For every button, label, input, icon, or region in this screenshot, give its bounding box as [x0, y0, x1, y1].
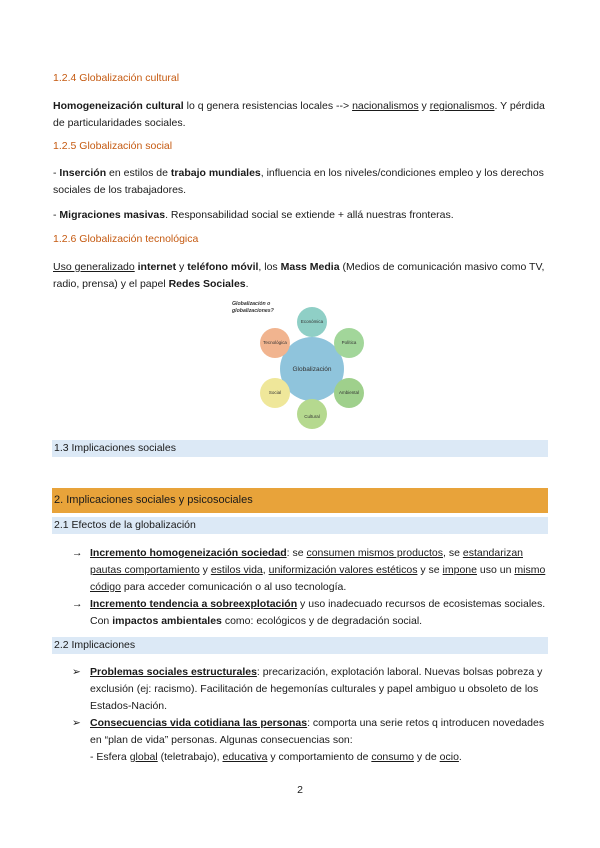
section-bar-2-2: 2.2 Implicaciones [52, 637, 548, 654]
underlined-term: consumo [371, 751, 414, 763]
text: : se [286, 547, 307, 559]
list-item-text [90, 596, 550, 630]
section-heading-1-2-6: 1.2.6 Globalización tecnológica [53, 233, 199, 245]
text: - [53, 209, 60, 221]
text: y [176, 261, 188, 273]
bold-term: Inserción [59, 167, 107, 179]
bold-term: Homogeneización cultural [53, 100, 184, 112]
underlined-term: global [129, 751, 158, 763]
text: lo q genera resistencias locales --> [183, 100, 353, 112]
text: , se [443, 547, 463, 559]
paragraph-social-2 [53, 207, 550, 224]
paragraph-tecnologica [53, 259, 550, 293]
node-label-tecnologica: Tecnológica [263, 340, 287, 345]
text: y [199, 564, 211, 576]
underlined-term: educativa [222, 751, 268, 763]
node-label-economica: Económica [300, 319, 324, 324]
text: para acceder comunicación o al uso tecnología. [120, 581, 347, 593]
underlined-term: nacionalismos [352, 100, 419, 112]
underlined-term: consumen mismos productos [306, 547, 444, 559]
diagram-title-line1: Globalización o [232, 301, 271, 307]
text: . [458, 751, 462, 763]
node-label-ambiental: Ambiental [338, 390, 360, 395]
section-heading-1-2-4: 1.2.4 Globalización cultural [53, 72, 180, 84]
text: como: ecológicos y de degradación social. [221, 615, 423, 627]
section-bar-1-3: 1.3 Implicaciones sociales [52, 440, 548, 457]
arrowhead-bullet-icon: ➢ [72, 666, 81, 678]
section-heading-1-2-5: 1.2.5 Globalización social [53, 140, 173, 152]
paragraph-social-1 [53, 165, 550, 199]
text: y uso inadecuado recursos de ecosistemas sociales. Con [90, 598, 546, 627]
text: - Esfera [90, 751, 130, 763]
list-item-problemas-sociales [72, 664, 550, 715]
arrowhead-bullet-icon: ➢ [72, 717, 81, 729]
underlined-term: estandarizan pautas comportamiento [90, 547, 523, 576]
text: , influencia en los niveles/condiciones empleo y los derechos sociales de los trabajadores. [53, 167, 544, 196]
underlined-term: Problemas sociales estructurales [90, 666, 257, 678]
arrow-icon: → [72, 598, 83, 610]
list-item-homogeneizacion [72, 545, 550, 596]
node-label-politica: Política [341, 340, 357, 345]
text: . Responsabilidad social se extiende + allá nuestras fronteras. [165, 209, 454, 221]
text: , los [258, 261, 281, 273]
text: , [262, 564, 269, 576]
underlined-term: uniformización valores estéticos [268, 564, 418, 576]
text: . [245, 278, 249, 290]
diagram-title-line2: globalizaciones? [232, 308, 274, 314]
bold-term: Migraciones masivas [59, 209, 166, 221]
underlined-term: estilos vida [210, 564, 263, 576]
node-label-cultural: Cultural [304, 414, 320, 419]
text: en estilos de [106, 167, 171, 179]
section-bar-2: 2. Implicaciones sociales y psicosociales [52, 488, 548, 513]
section-bar-2-1: 2.1 Efectos de la globalización [52, 517, 548, 534]
underlined-term: ocio [439, 751, 459, 763]
arrow-icon: → [72, 547, 83, 559]
list-item-text [90, 664, 550, 715]
underlined-term: impone [442, 564, 477, 576]
text: - [53, 167, 60, 179]
text: (Medios de comunicación masivo como TV, radio, prensa) y el papel [53, 261, 545, 290]
bold-term: teléfono móvil [187, 261, 259, 273]
underlined-term: regionalismos [429, 100, 495, 112]
bold-term: internet [134, 261, 177, 273]
list-item-text [90, 715, 550, 749]
node-label-social: Social [268, 390, 282, 395]
text: uso un [477, 564, 515, 576]
underlined-term: Consecuencias vida cotidiana las personas [90, 717, 308, 729]
underlined-term: Uso generalizado [53, 261, 135, 273]
bold-term: trabajo mundiales [170, 167, 261, 179]
sub-item-esferas [90, 749, 550, 766]
paragraph-cultural [53, 98, 550, 132]
diagram-center-label: Globalización [292, 366, 332, 373]
list-item-vida-cotidiana [72, 715, 550, 749]
text: y [418, 100, 430, 112]
underlined-term: Incremento homogeneización sociedad [90, 547, 287, 559]
globalization-diagram [228, 297, 372, 429]
text: : precarización, explotación laboral. Nuevas bolsas pobreza y exclusión (ej: racismo). Facilitación de hegemonías culturales y papel ambiguo u obsoleto de los Estados-Nación. [90, 666, 543, 712]
bold-term: Mass Media [280, 261, 340, 273]
bold-term: Redes Sociales [168, 278, 246, 290]
text: . Y pérdida de particularidades sociales. [53, 100, 545, 129]
page-number: 2 [297, 784, 303, 796]
bold-term: impactos ambientales [112, 615, 222, 627]
text: y se [417, 564, 443, 576]
underlined-term: mismo código [90, 564, 546, 593]
text: : comporta una serie retos q introducen novedades en “plan de vida” personas. Algunas consecuencias son: [90, 717, 545, 746]
list-item-sobreexplotacion [72, 596, 550, 630]
text: y de [413, 751, 440, 763]
text: (teletrabajo), [157, 751, 223, 763]
underlined-term: Incremento tendencia a sobreexplotación [90, 598, 298, 610]
text: y comportamiento de [267, 751, 372, 763]
list-item-text [90, 545, 550, 596]
